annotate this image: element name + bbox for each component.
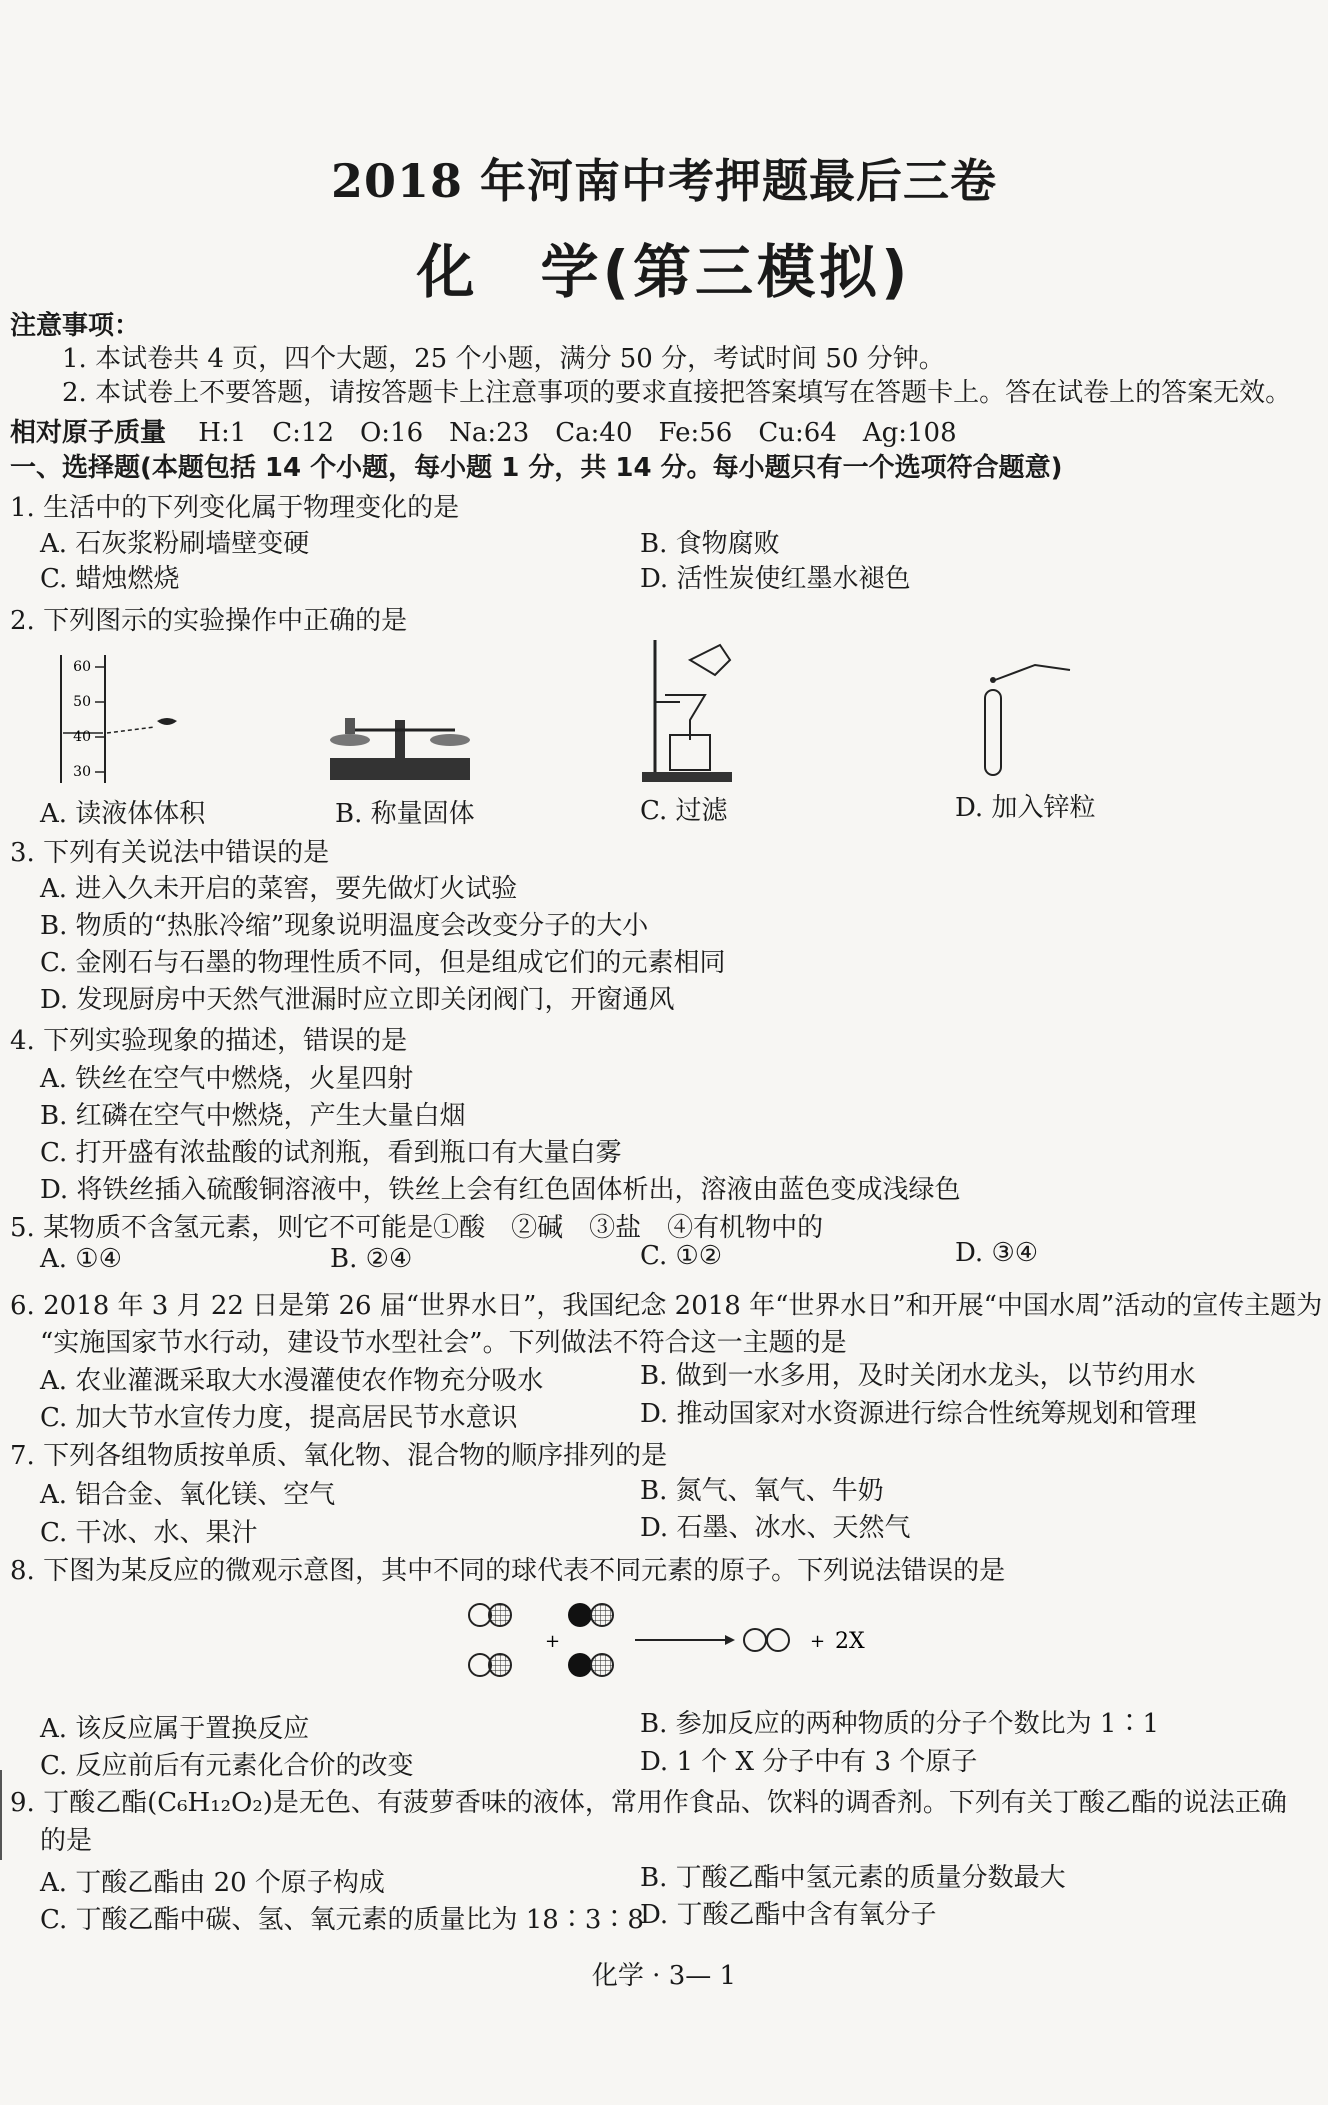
question-stem: 3. 下列有关说法中错误的是 (10, 838, 330, 868)
option: D. 发现厨房中天然气泄漏时应立即关闭阀门，开窗通风 (40, 985, 675, 1015)
option: C. 蜡烛燃烧 (40, 564, 180, 594)
plus-sign: + (810, 1631, 826, 1652)
option: D. ③④ (955, 1238, 1039, 1268)
option: B. 红磷在空气中燃烧，产生大量白烟 (40, 1101, 466, 1131)
filtration-figure (640, 640, 740, 785)
reactant-molecule (568, 1653, 613, 1677)
option: D. 1 个 X 分子中有 3 个原子 (640, 1747, 978, 1777)
option: B. 物质的“热胀冷缩”现象说明温度会改变分子的大小 (40, 911, 649, 941)
option: D. 丁酸乙酯中含有氧分子 (640, 1900, 937, 1930)
balance-scale-figure (325, 700, 475, 785)
cylinder-tick-label: 30 (73, 764, 91, 780)
option: D. 推动国家对水资源进行综合性统筹规划和管理 (640, 1399, 1197, 1429)
option: B. 称量固体 (335, 799, 475, 829)
question-stem: 6. 2018 年 3 月 22 日是第 26 届“世界水日”，我国纪念 2018 年“世界水日”和开展“中国水周”活动的宣传主题为 (10, 1291, 1323, 1321)
option: A. 丁酸乙酯由 20 个原子构成 (40, 1868, 385, 1898)
option: C. 反应前后有元素化合价的改变 (40, 1751, 414, 1781)
plus-sign: + (545, 1631, 561, 1652)
option: C. 打开盛有浓盐酸的试剂瓶，看到瓶口有大量白雾 (40, 1138, 622, 1168)
notes-heading: 注意事项： (10, 311, 141, 341)
option: C. 干冰、水、果汁 (40, 1518, 258, 1548)
question-stem: 4. 下列实验现象的描述，错误的是 (10, 1026, 408, 1056)
option: A. 铁丝在空气中燃烧，火星四射 (40, 1064, 414, 1094)
option: D. 将铁丝插入硫酸铜溶液中，铁丝上会有红色固体析出，溶液由蓝色变成浅绿色 (40, 1175, 961, 1205)
option: D. 石墨、冰水、天然气 (640, 1513, 911, 1543)
product-molecule (744, 1629, 789, 1651)
question-stem: 5. 某物质不含氢元素，则它不可能是①酸 ②碱 ③盐 ④有机物中的 (10, 1213, 824, 1243)
exam-subtitle: 化 学(第三模拟) (416, 238, 912, 306)
reaction-diagram (460, 1595, 880, 1695)
reactant-molecule (469, 1604, 511, 1626)
exam-title: 2018 年河南中考押题最后三卷 (330, 154, 998, 208)
option: C. ①② (640, 1241, 723, 1271)
note-item: 2. 本试卷上不要答题，请按答题卡上注意事项的要求直接把答案填写在答题卡上。答在试卷上的答案无效。 (62, 378, 1292, 408)
atomic-mass-line (10, 412, 957, 449)
option: B. 做到一水多用，及时关闭水龙头，以节约用水 (640, 1361, 1196, 1391)
question-stem: 7. 下列各组物质按单质、氧化物、混合物的顺序排列的是 (10, 1441, 668, 1471)
zinc-granule-figure (975, 660, 1085, 780)
option: B. 参加反应的两种物质的分子个数比为 1∶1 (640, 1709, 1159, 1739)
graduated-cylinder-figure (55, 655, 195, 785)
option: C. 加大节水宣传力度，提高居民节水意识 (40, 1403, 518, 1433)
option: B. 食物腐败 (640, 529, 780, 559)
option: A. ①④ (40, 1244, 122, 1274)
atomic-mass-label: 相对原子质量 (10, 418, 167, 448)
question-stem-continued: 的是 (40, 1826, 93, 1856)
atomic-mass-values: H:1 C:12 O:16 Na:23 Ca:40 Fe:56 Cu:64 Ag:108 (198, 418, 957, 448)
option: A. 读液体体积 (40, 799, 206, 829)
option: A. 进入久未开启的菜窖，要先做灯火试验 (40, 874, 518, 904)
question-stem: 2. 下列图示的实验操作中正确的是 (10, 606, 408, 636)
note-item: 1. 本试卷共 4 页，四个大题，25 个小题，满分 50 分，考试时间 50 分钟。 (62, 344, 945, 374)
option: A. 石灰浆粉刷墙壁变硬 (40, 529, 310, 559)
option: B. 丁酸乙酯中氢元素的质量分数最大 (640, 1863, 1066, 1893)
option: D. 加入锌粒 (955, 793, 1096, 823)
product-label: 2X (835, 1629, 865, 1654)
option: B. ②④ (330, 1244, 413, 1274)
option: B. 氮气、氧气、牛奶 (640, 1476, 884, 1506)
option: A. 农业灌溉采取大水漫灌使农作物充分吸水 (40, 1366, 544, 1396)
option: D. 活性炭使红墨水褪色 (640, 564, 911, 594)
question-stem: 9. 丁酸乙酯(C₆H₁₂O₂)是无色、有菠萝香味的液体，常用作食品、饮料的调香剂。下列有关丁酸乙酯的说法正确 (10, 1788, 1287, 1818)
option: A. 铝合金、氧化镁、空气 (40, 1480, 336, 1510)
reactant-molecule (568, 1603, 613, 1627)
section-heading: 一、选择题(本题包括 14 个小题，每小题 1 分，共 14 分。每小题只有一个选项符合题意) (10, 453, 1063, 483)
option: C. 丁酸乙酯中碳、氢、氧元素的质量比为 18∶3∶8 (40, 1905, 644, 1935)
option: C. 金刚石与石墨的物理性质不同，但是组成它们的元素相同 (40, 948, 726, 978)
option: C. 过滤 (640, 796, 728, 826)
page-footer: 化学 · 3— 1 (591, 1961, 737, 1991)
cylinder-tick-label: 40 (73, 729, 91, 745)
cylinder-tick-label: 50 (73, 694, 91, 710)
cylinder-tick-label: 60 (73, 659, 91, 675)
option: A. 该反应属于置换反应 (40, 1714, 310, 1744)
question-stem: 1. 生活中的下列变化属于物理变化的是 (10, 493, 460, 523)
reactant-molecule (469, 1654, 511, 1676)
question-stem-continued: “实施国家节水行动，建设节水型社会”。下列做法不符合这一主题的是 (40, 1328, 847, 1358)
margin-line (0, 1770, 2, 1860)
question-stem: 8. 下图为某反应的微观示意图，其中不同的球代表不同元素的原子。下列说法错误的是 (10, 1556, 1006, 1586)
